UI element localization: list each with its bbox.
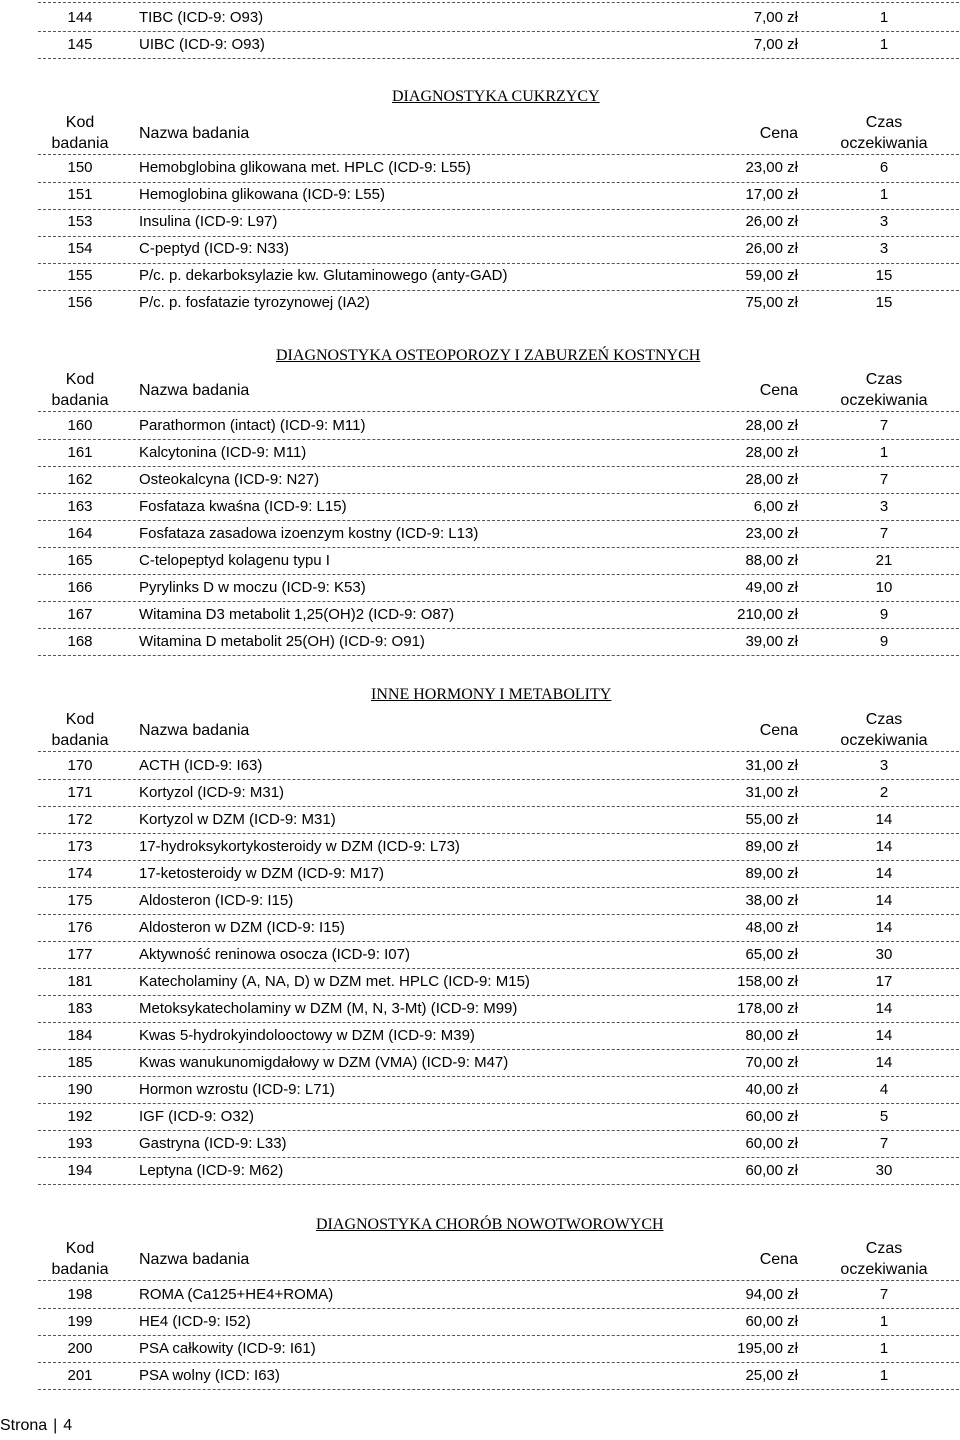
kod-cell: 176: [67, 919, 93, 936]
wait-time-cell: 14: [875, 919, 893, 936]
table-row: [38, 941, 959, 969]
kod-cell: 170: [67, 757, 93, 774]
table-row: [38, 1130, 959, 1158]
price-cell: 210,00 zł: [737, 606, 798, 623]
wait-time-header: Czas oczekiwania: [840, 711, 928, 749]
price-cell: 25,00 zł: [745, 1367, 798, 1384]
price-cell: 6,00 zł: [753, 498, 798, 515]
kod-cell: 161: [67, 444, 93, 461]
section-title: DIAGNOSTYKA CHORÓB NOWOTWOROWYCH: [316, 1216, 664, 1233]
price-cell: 23,00 zł: [745, 525, 798, 542]
table-row: [38, 1049, 959, 1077]
wait-time-cell: 21: [875, 552, 893, 569]
price-cell: 60,00 zł: [745, 1108, 798, 1125]
price-cell: 178,00 zł: [737, 1000, 798, 1017]
table-row: [38, 1022, 959, 1050]
table-header: [38, 369, 959, 412]
name-cell: PSA wolny (ICD: I63): [139, 1367, 280, 1384]
table-row: [38, 520, 959, 548]
wait-time-cell: 14: [875, 1054, 893, 1071]
section-title: DIAGNOSTYKA CUKRZYCY: [392, 88, 600, 105]
price-header: Cena: [759, 125, 798, 142]
wait-time-cell: 14: [875, 1000, 893, 1017]
kod-cell: 183: [67, 1000, 93, 1017]
wait-time-cell: 3: [879, 213, 889, 230]
price-cell: 28,00 zł: [745, 417, 798, 434]
kod-cell: 171: [67, 784, 93, 801]
name-cell: Hemobglobina glikowana met. HPLC (ICD-9: L55): [139, 159, 471, 176]
table-row: [38, 779, 959, 807]
table-row: [38, 833, 959, 861]
price-cell: 70,00 zł: [745, 1054, 798, 1071]
price-cell: 26,00 zł: [745, 213, 798, 230]
name-cell: 17-ketosteroidy w DZM (ICD-9: M17): [139, 865, 385, 882]
kod-header: Kod badania: [51, 711, 109, 749]
price-cell: 28,00 zł: [745, 444, 798, 461]
kod-cell: 172: [67, 811, 93, 828]
price-cell: 60,00 zł: [745, 1313, 798, 1330]
table-row: [38, 2, 959, 32]
kod-cell: 151: [67, 186, 93, 203]
table-row: [38, 968, 959, 996]
wait-time-cell: 1: [879, 1340, 889, 1357]
wait-time-cell: 1: [879, 1313, 889, 1330]
wait-time-cell: 3: [879, 240, 889, 257]
kod-cell: 181: [67, 973, 93, 990]
price-cell: 60,00 zł: [745, 1135, 798, 1152]
kod-cell: 150: [67, 159, 93, 176]
name-cell: C-peptyd (ICD-9: N33): [139, 240, 290, 257]
name-cell: Witamina D metabolit 25(OH) (ICD-9: O91): [139, 633, 425, 650]
kod-cell: 163: [67, 498, 93, 515]
name-cell: C-telopeptyd kolagenu typu I: [139, 552, 330, 569]
wait-time-cell: 4: [879, 1081, 889, 1098]
kod-header: Kod badania: [51, 1240, 109, 1278]
wait-time-cell: 14: [875, 892, 893, 909]
kod-header: Kod badania: [51, 114, 109, 152]
kod-cell: 193: [67, 1135, 93, 1152]
wait-time-cell: 15: [875, 294, 893, 311]
wait-time-cell: 14: [875, 1027, 893, 1044]
price-cell: 55,00 zł: [745, 811, 798, 828]
table-row: [38, 547, 959, 575]
name-cell: ACTH (ICD-9: I63): [139, 757, 263, 774]
name-cell: Metoksykatecholaminy w DZM (M, N, 3-Mt) (ICD-9: M99): [139, 1000, 518, 1017]
table-row: [38, 628, 959, 656]
name-header: Nazwa badania: [139, 125, 250, 142]
name-cell: Kortyzol (ICD-9: M31): [139, 784, 285, 801]
kod-cell: 190: [67, 1081, 93, 1098]
price-cell: 7,00 zł: [753, 36, 798, 53]
kod-cell: 192: [67, 1108, 93, 1125]
kod-cell: 160: [67, 417, 93, 434]
name-cell: Kalcytonina (ICD-9: M11): [139, 444, 307, 461]
wait-time-cell: 2: [879, 784, 889, 801]
wait-time-cell: 9: [879, 633, 889, 650]
price-cell: 94,00 zł: [745, 1286, 798, 1303]
name-cell: TIBC (ICD-9: O93): [139, 9, 264, 26]
table-row: [38, 263, 959, 291]
kod-cell: 198: [67, 1286, 93, 1303]
price-header: Cena: [759, 1251, 798, 1268]
price-cell: 89,00 zł: [745, 838, 798, 855]
table-row: [38, 1281, 959, 1309]
price-cell: 48,00 zł: [745, 919, 798, 936]
page-number: 4: [63, 1417, 73, 1434]
price-cell: 158,00 zł: [737, 973, 798, 990]
kod-cell: 165: [67, 552, 93, 569]
name-cell: Hormon wzrostu (ICD-9: L71): [139, 1081, 335, 1098]
name-cell: Katecholaminy (A, NA, D) w DZM met. HPLC (ICD-9: M15): [139, 973, 530, 990]
table-header: [38, 112, 959, 155]
table-row: [38, 601, 959, 629]
name-cell: Aldosteron (ICD-9: I15): [139, 892, 294, 909]
price-cell: 39,00 zł: [745, 633, 798, 650]
kod-cell: 194: [67, 1162, 93, 1179]
wait-time-cell: 14: [875, 811, 893, 828]
kod-cell: 155: [67, 267, 93, 284]
name-cell: Hemoglobina glikowana (ICD-9: L55): [139, 186, 385, 203]
kod-header: Kod badania: [51, 371, 109, 409]
table-row: [38, 1157, 959, 1185]
table-row: [38, 1103, 959, 1131]
kod-cell: 166: [67, 579, 93, 596]
wait-time-cell: 14: [875, 838, 893, 855]
table-row: [38, 439, 959, 467]
price-cell: 31,00 zł: [745, 784, 798, 801]
wait-time-header: Czas oczekiwania: [840, 114, 928, 152]
kod-cell: 199: [67, 1313, 93, 1330]
name-header: Nazwa badania: [139, 382, 250, 399]
wait-time-cell: 7: [879, 417, 889, 434]
kod-cell: 162: [67, 471, 93, 488]
kod-cell: 175: [67, 892, 93, 909]
name-cell: Pyrylinks D w moczu (ICD-9: K53): [139, 579, 366, 596]
wait-time-cell: 6: [879, 159, 889, 176]
kod-cell: 144: [67, 9, 93, 26]
table-row: [38, 752, 959, 780]
wait-time-cell: 1: [879, 444, 889, 461]
kod-cell: 156: [67, 294, 93, 311]
table-row: [38, 155, 959, 183]
table-row: [38, 209, 959, 237]
table-row: [38, 887, 959, 915]
footer-label: Strona: [0, 1417, 48, 1434]
table-row: [38, 574, 959, 602]
footer-separator: |: [53, 1417, 58, 1434]
kod-cell: 145: [67, 36, 93, 53]
name-cell: Witamina D3 metabolit 1,25(OH)2 (ICD-9: O87): [139, 606, 455, 623]
table-row: [38, 1335, 959, 1363]
wait-time-cell: 10: [875, 579, 893, 596]
name-cell: 17-hydroksykortykosteroidy w DZM (ICD-9: L73): [139, 838, 460, 855]
price-cell: 31,00 zł: [745, 757, 798, 774]
kod-cell: 153: [67, 213, 93, 230]
table-row: [38, 1308, 959, 1336]
wait-time-cell: 5: [879, 1108, 889, 1125]
table-row: [38, 466, 959, 494]
wait-time-header: Czas oczekiwania: [840, 371, 928, 409]
kod-cell: 200: [67, 1340, 93, 1357]
wait-time-cell: 17: [875, 973, 893, 990]
wait-time-cell: 7: [879, 525, 889, 542]
price-cell: 88,00 zł: [745, 552, 798, 569]
table-row: [38, 995, 959, 1023]
price-cell: 49,00 zł: [745, 579, 798, 596]
price-header: Cena: [759, 382, 798, 399]
table-row: [38, 412, 959, 440]
wait-time-cell: 3: [879, 757, 889, 774]
kod-cell: 184: [67, 1027, 93, 1044]
price-cell: 195,00 zł: [737, 1340, 798, 1357]
name-cell: Gastryna (ICD-9: L33): [139, 1135, 287, 1152]
price-cell: 60,00 zł: [745, 1162, 798, 1179]
price-header: Cena: [759, 722, 798, 739]
price-cell: 7,00 zł: [753, 9, 798, 26]
kod-cell: 168: [67, 633, 93, 650]
table-header: [38, 709, 959, 752]
name-cell: UIBC (ICD-9: O93): [139, 36, 265, 53]
page-footer: [0, 1417, 72, 1435]
table-row: [38, 236, 959, 264]
wait-time-cell: 1: [879, 1367, 889, 1384]
table-row: [38, 290, 959, 317]
wait-time-cell: 30: [875, 946, 893, 963]
wait-time-header: Czas oczekiwania: [840, 1240, 928, 1278]
name-header: Nazwa badania: [139, 1251, 250, 1268]
name-cell: Kwas wanukunomigdałowy w DZM (VMA) (ICD-9: M47): [139, 1054, 509, 1071]
wait-time-cell: 7: [879, 471, 889, 488]
kod-cell: 201: [67, 1367, 93, 1384]
price-cell: 80,00 zł: [745, 1027, 798, 1044]
name-cell: ROMA (Ca125+HE4+ROMA): [139, 1286, 334, 1303]
table-row: [38, 914, 959, 942]
kod-cell: 173: [67, 838, 93, 855]
table-row: [38, 860, 959, 888]
name-cell: Kortyzol w DZM (ICD-9: M31): [139, 811, 336, 828]
wait-time-cell: 30: [875, 1162, 893, 1179]
price-cell: 59,00 zł: [745, 267, 798, 284]
wait-time-cell: 7: [879, 1286, 889, 1303]
price-cell: 23,00 zł: [745, 159, 798, 176]
name-cell: P/c. p. dekarboksylazie kw. Glutaminowego (anty-GAD): [139, 267, 508, 284]
name-cell: Osteokalcyna (ICD-9: N27): [139, 471, 320, 488]
name-cell: Insulina (ICD-9: L97): [139, 213, 278, 230]
name-cell: IGF (ICD-9: O32): [139, 1108, 255, 1125]
wait-time-cell: 1: [879, 36, 889, 53]
wait-time-cell: 1: [879, 186, 889, 203]
price-cell: 28,00 zł: [745, 471, 798, 488]
name-cell: Fosfataza kwaśna (ICD-9: L15): [139, 498, 347, 515]
price-cell: 26,00 zł: [745, 240, 798, 257]
price-cell: 40,00 zł: [745, 1081, 798, 1098]
wait-time-cell: 7: [879, 1135, 889, 1152]
kod-cell: 185: [67, 1054, 93, 1071]
name-cell: Kwas 5-hydrokyindolooctowy w DZM (ICD-9: M39): [139, 1027, 475, 1044]
wait-time-cell: 9: [879, 606, 889, 623]
kod-cell: 174: [67, 865, 93, 882]
wait-time-cell: 1: [879, 9, 889, 26]
table-row: [38, 182, 959, 210]
name-cell: Fosfataza zasadowa izoenzym kostny (ICD-9: L13): [139, 525, 479, 542]
wait-time-cell: 3: [879, 498, 889, 515]
price-cell: 75,00 zł: [745, 294, 798, 311]
name-cell: PSA całkowity (ICD-9: I61): [139, 1340, 316, 1357]
table-row: [38, 806, 959, 834]
price-cell: 38,00 zł: [745, 892, 798, 909]
section-title: INNE HORMONY I METABOLITY: [371, 686, 612, 703]
name-cell: Aldosteron w DZM (ICD-9: I15): [139, 919, 345, 936]
wait-time-cell: 15: [875, 267, 893, 284]
price-cell: 89,00 zł: [745, 865, 798, 882]
price-cell: 17,00 zł: [745, 186, 798, 203]
name-cell: Aktywność reninowa osocza (ICD-9: I07): [139, 946, 410, 963]
table-row: [38, 31, 959, 59]
wait-time-cell: 14: [875, 865, 893, 882]
name-cell: P/c. p. fosfatazie tyrozynowej (IA2): [139, 294, 370, 311]
price-cell: 65,00 zł: [745, 946, 798, 963]
name-header: Nazwa badania: [139, 722, 250, 739]
table-row: [38, 493, 959, 521]
table-row: [38, 1076, 959, 1104]
kod-cell: 164: [67, 525, 93, 542]
kod-cell: 177: [67, 946, 93, 963]
name-cell: Leptyna (ICD-9: M62): [139, 1162, 284, 1179]
table-header: [38, 1238, 959, 1281]
section-title: DIAGNOSTYKA OSTEOPOROZY I ZABURZEŃ KOSTNYCH: [276, 347, 701, 364]
kod-cell: 167: [67, 606, 93, 623]
name-cell: Parathormon (intact) (ICD-9: M11): [139, 417, 366, 434]
name-cell: HE4 (ICD-9: I52): [139, 1313, 251, 1330]
kod-cell: 154: [67, 240, 93, 257]
table-row: [38, 1362, 959, 1390]
